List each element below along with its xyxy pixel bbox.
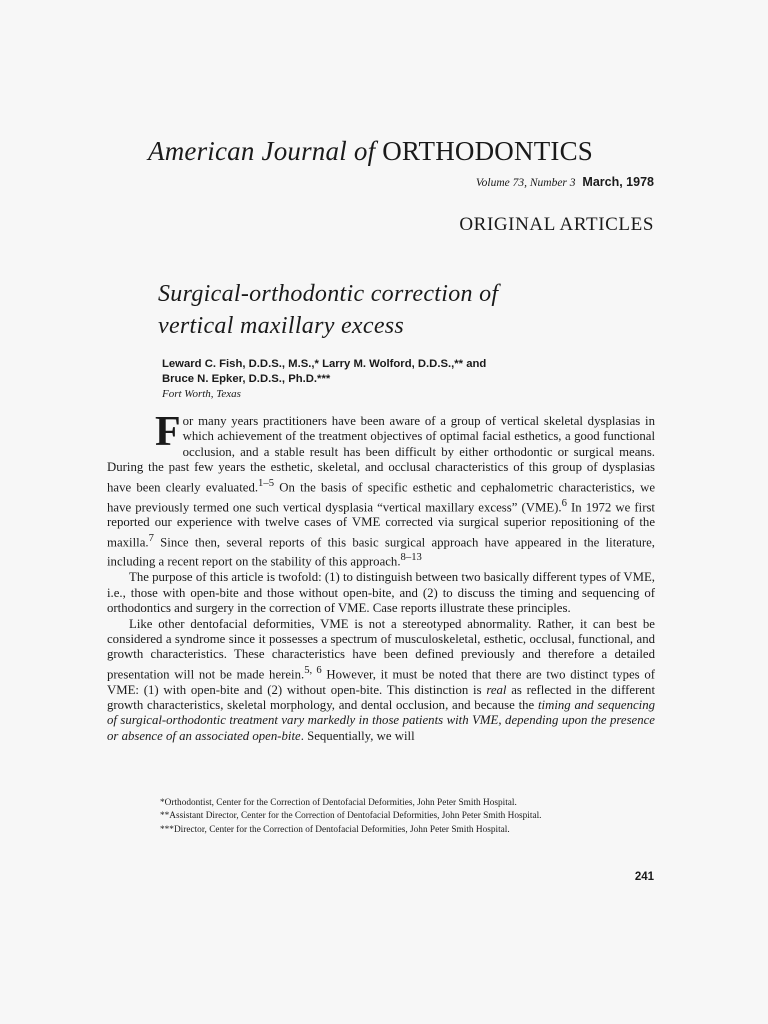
paragraph-1-text: or many years practitioners have been aware of a group of vertical skeletal dysplasias in which achievement of the treatment objectives of optimal facial esthetics, a good functional occlusion, and a stable result has been difficult by either orthodontic or surgical means. During the past few years the esthetic, skeletal, and occlusal characteristics of this group of dysplasias have been clearly evaluated.: [107, 414, 655, 495]
page-number: 241: [634, 871, 654, 883]
issue-line: [476, 175, 654, 189]
authors-line-2: Bruce N. Epker, D.D.S., Ph.D.***: [162, 373, 331, 385]
footnote-1: *Orthodontist, Center for the Correction of Dentofacial Deformities, John Peter Smith Hospital.: [160, 798, 517, 808]
reference-superscript: 1–5: [258, 477, 275, 489]
journal-title-of: of: [353, 136, 376, 166]
emphasis-real: real: [486, 682, 507, 697]
footnotes: [160, 797, 654, 837]
drop-cap: F: [155, 409, 181, 455]
paragraph-1-text-b: On the basis of specific esthetic and cephalometric characteristics, we have previously termed one such vertical dysplasia “vertical maxillary excess” (VME).: [107, 480, 655, 514]
article-title-line-1: Surgical-orthodontic correction of: [158, 281, 499, 307]
paragraph-1-text-c: In 1972 we first reported our experience with twelve cases of VME corrected via surgical superior repositioning of the maxilla.: [107, 499, 655, 549]
issue-date: March, 1978: [582, 175, 654, 189]
paragraph-3-text-d: . Sequentially, we will: [300, 728, 415, 743]
article-title-line-2: vertical maxillary excess: [158, 313, 405, 339]
paragraph-2: The purpose of this article is twofold: (1) to distinguish between two basically different types of VME, i.e., those with open-bite and those without open-bite, and (2) to discuss the timing and sequencing of orthodontics and surgery in the correction of VME. Case reports illustrate these principles.: [107, 570, 655, 616]
section-heading: ORIGINAL ARTICLES: [459, 214, 654, 235]
journal-title-prefix: American Journal: [148, 136, 347, 166]
journal-title: [148, 136, 656, 167]
journal-title-name: ORTHODONTICS: [382, 136, 594, 166]
article-title: [158, 278, 498, 342]
footnote-3: ***Director, Center for the Correction of Dentofacial Deformities, John Peter Smith Hospital.: [160, 824, 510, 835]
reference-superscript: 5, 6: [304, 664, 322, 676]
paragraph-3: [107, 617, 655, 745]
authors-line-1: Leward C. Fish, D.D.S., M.S.,* Larry M. Wolford, D.D.S.,** and: [162, 358, 487, 370]
article-body: [107, 409, 656, 744]
author-list: [162, 357, 486, 387]
reference-superscript: 8–13: [400, 552, 422, 564]
paragraph-3-text-c: as reflected in the different growth characteristics, skeletal morphology, and dental occlusion, and because the: [107, 682, 655, 713]
paragraph-1: [107, 409, 655, 570]
paragraph-3-text-b: However, it must be noted that there are two distinct types of VME: (1) with open-bite and (2) without open-bite. This distinction is: [107, 667, 656, 697]
reference-superscript: 7: [148, 532, 154, 544]
emphasis-timing: timing and sequencing of surgical-orthodontic treatment vary markedly in those patients with VME, depending upon the presence or absence of an associated open-bite: [107, 698, 655, 743]
paragraph-1-text-d: Since then, several reports of this basic surgical approach have appeared in the literature, including a recent report on the stability of this approach.: [107, 534, 655, 569]
paragraph-3-text: Like other dentofacial deformities, VME is not a stereotyped abnormality. Rather, it can best be considered a syndrome since it possesses a spectrum of musculoskeletal, esthetic, occlusal, functional, and growth characteristics. These characteristics have been defined previously and therefore a detailed presentation will not be made herein.: [107, 616, 655, 682]
author-location: Fort Worth, Texas: [162, 388, 241, 399]
reference-superscript: 6: [561, 497, 567, 509]
volume-number: Volume 73, Number 3: [475, 177, 576, 189]
footnote-2: **Assistant Director, Center for the Correction of Dentofacial Deformities, John Peter Smith Hospital.: [160, 811, 542, 822]
